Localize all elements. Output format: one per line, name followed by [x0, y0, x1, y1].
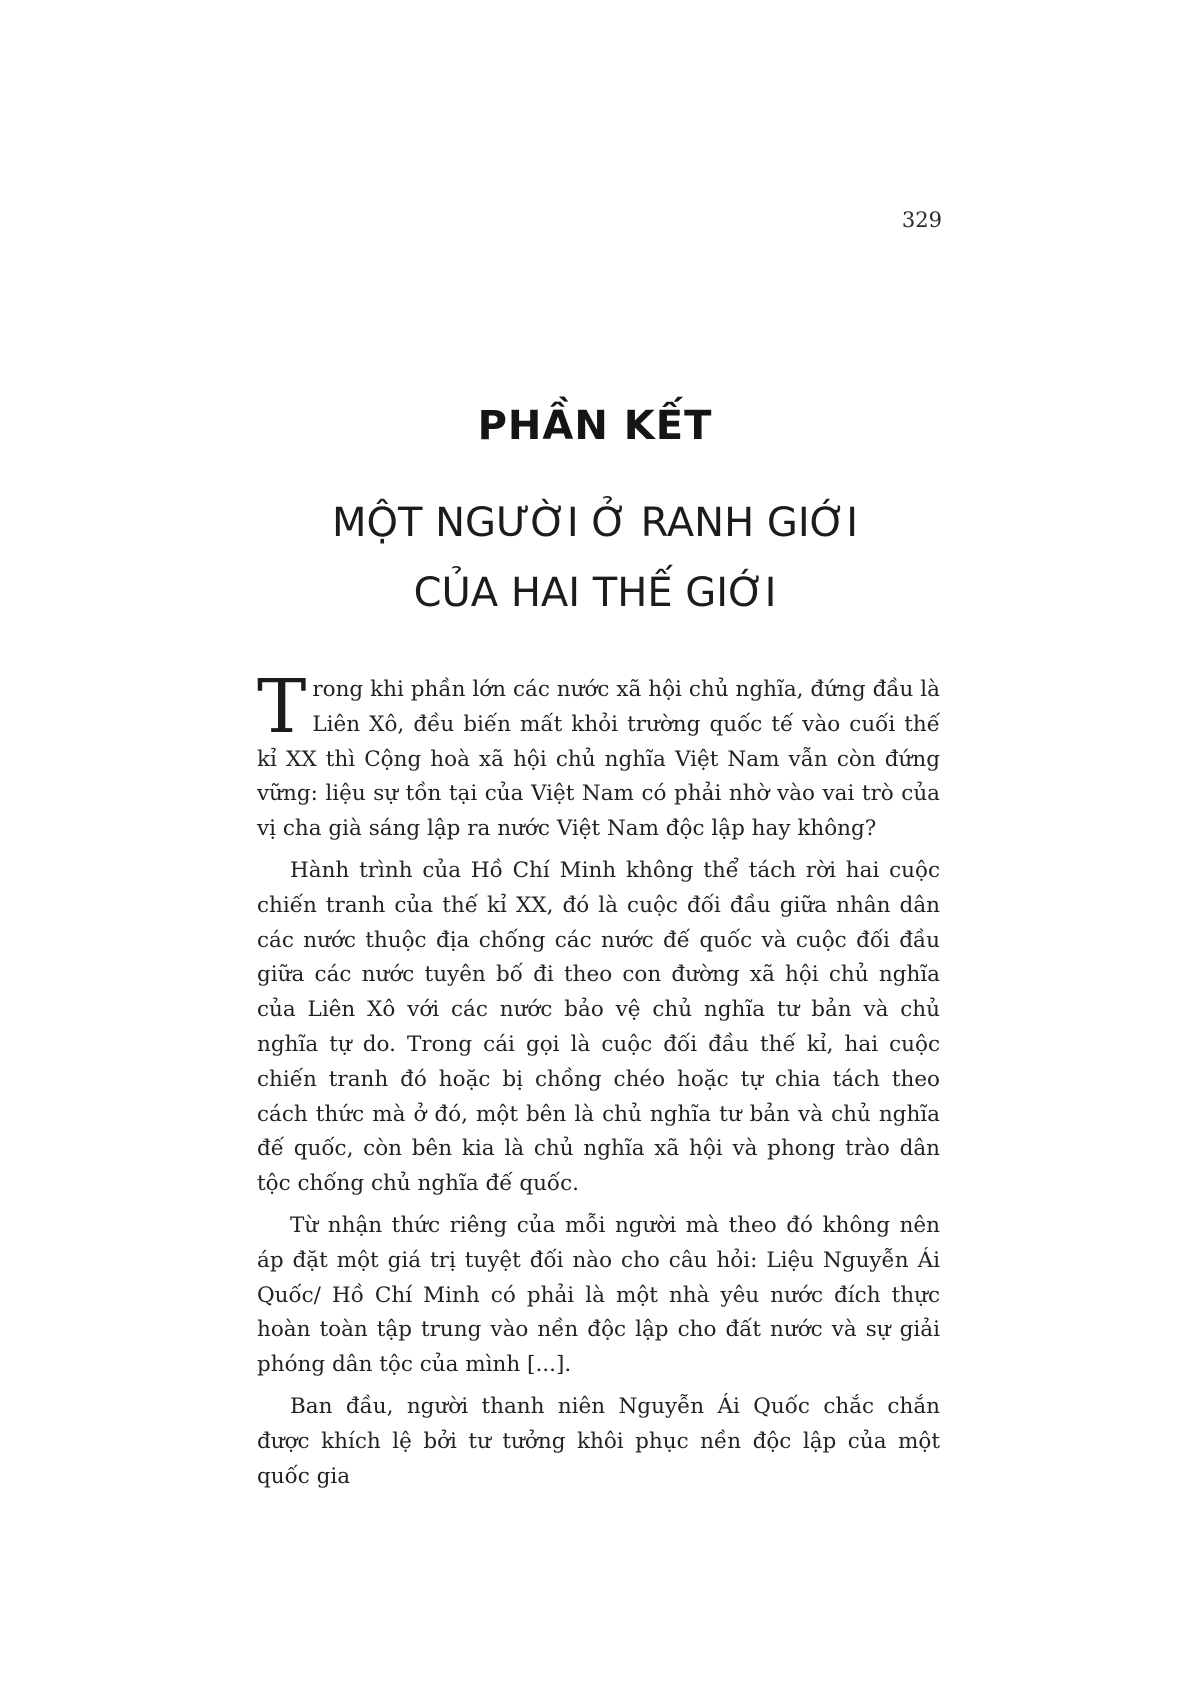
paragraph-1: [257, 664, 940, 847]
drop-cap: T: [257, 664, 307, 750]
part-title: PHẦN KẾT: [477, 403, 713, 449]
paragraph-4: Ban đầu, người thanh niên Nguyễn Ái Quốc chắc chắn được khích lệ bởi tư tưởng khôi phục nền độc lập của một quốc gia: [257, 1393, 940, 1489]
chapter-title-line-2: CỦA HAI THẾ GIỚI: [413, 570, 777, 616]
page-number: 329: [901, 208, 942, 232]
chapter-title-line-1: MỘT NGƯỜI Ở RANH GIỚI: [331, 500, 858, 546]
body-text: [257, 664, 940, 1501]
paragraph-2: Hành trình của Hồ Chí Minh không thể tách rời hai cuộc chiến tranh của thế kỉ XX, đó là cuộc đối đầu giữa nhân dân các nước thuộc địa chống các nước đế quốc và cuộc đối đầu giữa các nước tuyên bố đi theo con đường xã hội chủ nghĩa của Liên Xô với các nước bảo vệ chủ nghĩa tư bản và chủ nghĩa tự do. Trong cái gọi là cuộc đối đầu thế kỉ, hai cuộc chiến tranh đó hoặc bị chồng chéo hoặc tự chia tách theo cách thức mà ở đó, một bên là chủ nghĩa tư bản và chủ nghĩa đế quốc, còn bên kia là chủ nghĩa xã hội và phong trào dân tộc chống chủ nghĩa đế quốc.: [257, 857, 940, 1197]
paragraph-3: Từ nhận thức riêng của mỗi người mà theo đó không nên áp đặt một giá trị tuyệt đối nào cho câu hỏi: Liệu Nguyễn Ái Quốc/ Hồ Chí Minh có phải là một nhà yêu nước đích thực hoàn toàn tập trung vào nền độc lập cho đất nước và sự giải phóng dân tộc của mình [...].: [257, 1212, 940, 1378]
paragraph-1-text: rong khi phần lớn các nước xã hội chủ nghĩa, đứng đầu là Liên Xô, đều biến mất khỏi trường quốc tế vào cuối thế kỉ XX thì Cộng hoà xã hội chủ nghĩa Việt Nam vẫn còn đứng vững: liệu sự tồn tại của Việt Nam có phải nhờ vào vai trò của vị cha già sáng lập ra nước Việt Nam độc lập hay không?: [257, 677, 940, 842]
chapter-title: [0, 488, 1190, 628]
